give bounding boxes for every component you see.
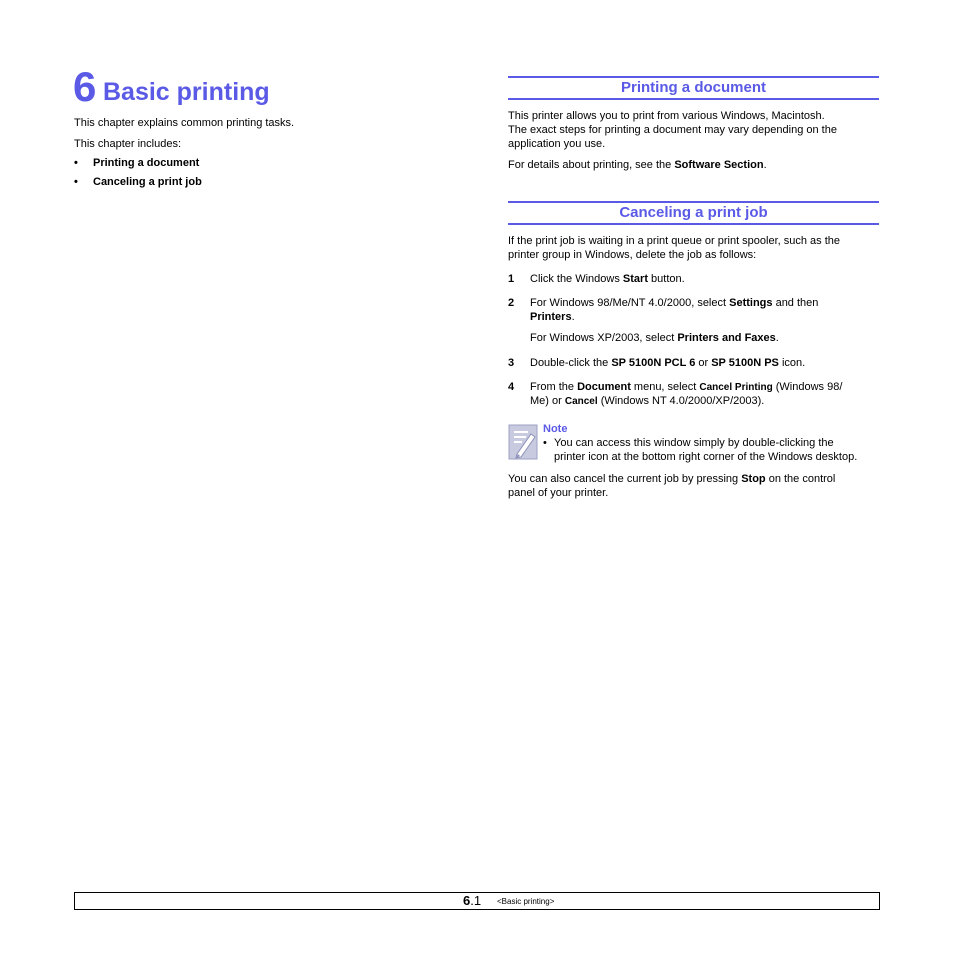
text: For details about printing, see the (508, 159, 675, 171)
step-3-text (530, 356, 805, 370)
text: (Windows NT 4.0/2000/XP/2003). (597, 395, 765, 407)
text-bold: Stop (741, 473, 766, 485)
step-number: 3 (508, 357, 515, 369)
note-bullet: • (543, 437, 547, 449)
closing-line2: panel of your printer. (508, 487, 609, 499)
text: button. (647, 273, 685, 285)
bullet-dot: • (74, 176, 78, 188)
bullet-text: Canceling a print job (93, 176, 202, 188)
text-bold: Cancel Printing (699, 382, 773, 393)
text: For Windows 98/Me/NT 4.0/2000, select (530, 297, 730, 309)
step-1-text (530, 272, 685, 286)
chapter-title: Basic printing (103, 78, 270, 106)
printing-para1-line1: This printer allows you to print from various Windows, Macintosh. (508, 110, 825, 122)
software-section-ref: Software Section (674, 159, 764, 171)
page-major: 6 (463, 893, 471, 908)
note-pencil-icon (508, 424, 538, 460)
text-bold: Printers and Faxes (677, 332, 776, 344)
chapter-number: 6 (73, 63, 97, 110)
chapter-bullet-canceling[interactable] (74, 175, 374, 189)
bullet-text: Printing a document (93, 157, 200, 169)
text-bold: Document (577, 381, 631, 393)
text: icon. (778, 357, 806, 369)
text: . (775, 332, 779, 344)
text: menu, select (630, 381, 700, 393)
text: and then (772, 297, 819, 309)
section-heading-printing: Printing a document (508, 76, 879, 100)
text: (Windows 98/ (772, 381, 843, 393)
text-bold: Printers (530, 311, 572, 323)
text: . (571, 311, 575, 323)
text-bold: SP 5100N PCL 6 (611, 357, 696, 369)
text: Click the Windows (530, 273, 623, 285)
text: Me) or (530, 395, 565, 407)
bullet-dot: • (74, 157, 78, 169)
note-line1: You can access this window simply by double-clicking the (554, 437, 834, 449)
canceling-intro-line1: If the print job is waiting in a print queue or print spooler, such as the (508, 235, 841, 247)
step-number: 4 (508, 381, 515, 393)
note-line2: printer icon at the bottom right corner of the Windows desktop. (554, 451, 858, 463)
step-4-line1 (530, 380, 842, 395)
text: From the (530, 381, 578, 393)
text: For Windows XP/2003, select (530, 332, 678, 344)
chapter-bullet-printing[interactable] (74, 156, 374, 170)
section-heading-canceling: Canceling a print job (508, 201, 879, 225)
text: or (695, 357, 712, 369)
step-2-line2 (530, 310, 575, 324)
text: . (763, 159, 767, 171)
chapter-intro: This chapter explains common printing tasks. (74, 117, 295, 129)
text-bold: Start (622, 273, 648, 285)
step-2-sub (530, 331, 779, 345)
closing-line1 (508, 472, 835, 486)
printing-para2 (508, 158, 767, 172)
text: on the control (765, 473, 836, 485)
chapter-includes-label: This chapter includes: (74, 138, 181, 150)
step-4-line2 (530, 394, 764, 409)
page-minor: .1 (470, 893, 482, 908)
printing-para1-line3: application you use. (508, 138, 606, 150)
text: Double-click the (530, 357, 612, 369)
text-bold: Settings (729, 297, 773, 309)
note-title: Note (543, 423, 568, 435)
step-2-line1 (530, 296, 818, 310)
text-bold: SP 5100N PS (711, 357, 779, 369)
page-number (463, 893, 481, 909)
step-number: 2 (508, 297, 515, 309)
text: You can also cancel the current job by pressing (508, 473, 742, 485)
text-bold: Cancel (564, 396, 598, 407)
step-number: 1 (508, 273, 515, 285)
canceling-intro-line2: printer group in Windows, delete the job as follows: (508, 249, 757, 261)
footer-chapter-label: <Basic printing> (497, 897, 555, 906)
printing-para1-line2: The exact steps for printing a document may vary depending on the (508, 124, 837, 136)
